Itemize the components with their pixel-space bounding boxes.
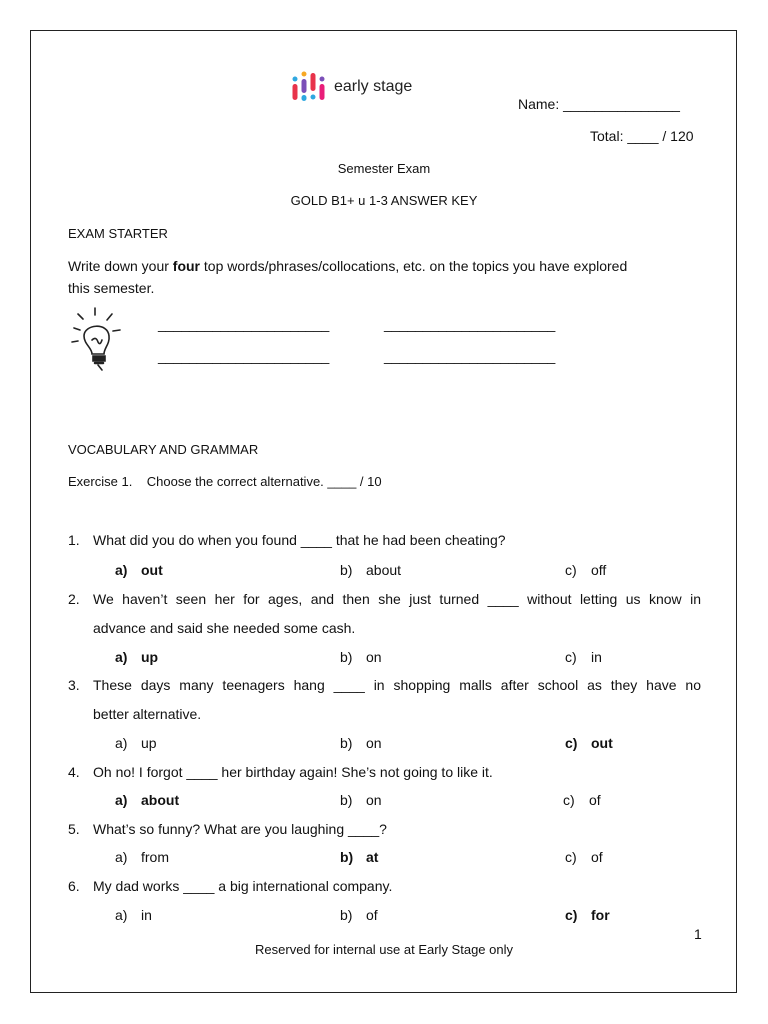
option-a[interactable] bbox=[115, 735, 157, 751]
total-score: Total: ____ / 120 bbox=[590, 128, 694, 144]
option-text: on bbox=[366, 792, 382, 808]
option-label: b) bbox=[340, 907, 353, 923]
option-text: off bbox=[591, 562, 607, 578]
option-label: b) bbox=[340, 735, 353, 751]
option-text: for bbox=[591, 907, 610, 923]
early-stage-logo bbox=[290, 70, 412, 104]
question-number: 5. bbox=[68, 821, 80, 837]
option-label: c) bbox=[563, 792, 575, 808]
starter-instruction-line2: this semester. bbox=[68, 280, 155, 296]
blank-2[interactable]: ______________________ bbox=[384, 316, 556, 332]
option-label: b) bbox=[340, 792, 353, 808]
option-c[interactable] bbox=[565, 562, 606, 578]
instr-pre: Write down your bbox=[68, 258, 173, 274]
option-text: of bbox=[366, 907, 378, 923]
option-text: about bbox=[141, 792, 180, 808]
question-text-cont: advance and said she needed some cash. bbox=[93, 620, 356, 636]
option-text: in bbox=[141, 907, 152, 923]
option-a[interactable] bbox=[115, 649, 158, 665]
option-c[interactable] bbox=[565, 849, 603, 865]
option-a[interactable] bbox=[115, 849, 169, 865]
option-c[interactable] bbox=[565, 735, 613, 751]
question-text: What’s so funny? What are you laughing ____? bbox=[93, 821, 387, 837]
logo-text: early stage bbox=[334, 78, 413, 95]
option-text: about bbox=[366, 562, 402, 578]
option-label: a) bbox=[115, 849, 128, 865]
question-number: 4. bbox=[68, 764, 80, 780]
option-text: on bbox=[366, 735, 382, 751]
option-label: c) bbox=[565, 907, 578, 923]
option-label: c) bbox=[565, 562, 577, 578]
logo-icon bbox=[290, 70, 326, 104]
option-label: b) bbox=[340, 562, 353, 578]
option-a[interactable] bbox=[115, 562, 163, 578]
exam-title: Semester Exam bbox=[337, 161, 431, 176]
option-label: a) bbox=[115, 907, 128, 923]
option-b[interactable] bbox=[340, 849, 378, 865]
name-field: Name: _______________ bbox=[518, 96, 680, 112]
question-text: Oh no! I forgot ____ her birthday again! She’s not going to like it. bbox=[93, 764, 493, 780]
option-label: a) bbox=[115, 562, 128, 578]
option-label: a) bbox=[115, 649, 128, 665]
option-text: up bbox=[141, 735, 157, 751]
question-text: These days many teenagers hang ____ in shopping malls after school as they have no bbox=[93, 677, 701, 693]
option-b[interactable] bbox=[340, 907, 378, 923]
question-number: 2. bbox=[68, 591, 80, 607]
exercise-heading: Exercise 1. Choose the correct alternative. ____ / 10 bbox=[68, 474, 382, 489]
question-text-cont: better alternative. bbox=[93, 706, 202, 722]
option-text: from bbox=[141, 849, 169, 865]
option-text: at bbox=[366, 849, 379, 865]
exam-subtitle: GOLD B1+ u 1-3 ANSWER KEY bbox=[290, 193, 478, 208]
option-text: up bbox=[141, 649, 159, 665]
instr-bold: four bbox=[172, 258, 200, 274]
question-text: What did you do when you found ____ that he had been cheating? bbox=[93, 532, 506, 548]
option-b[interactable] bbox=[340, 562, 401, 578]
option-a[interactable] bbox=[115, 792, 179, 808]
option-text: out bbox=[591, 735, 613, 751]
option-text: in bbox=[591, 649, 602, 665]
option-c[interactable] bbox=[563, 792, 601, 808]
question-number: 3. bbox=[68, 677, 80, 693]
option-b[interactable] bbox=[340, 735, 382, 751]
blank-3[interactable]: ______________________ bbox=[158, 348, 330, 364]
footer-note: Reserved for internal use at Early Stage only bbox=[255, 942, 513, 957]
option-label: c) bbox=[565, 649, 577, 665]
question-text: My dad works ____ a big international company. bbox=[93, 878, 393, 894]
option-label: c) bbox=[565, 735, 578, 751]
blank-1[interactable]: ______________________ bbox=[158, 316, 330, 332]
option-text: of bbox=[589, 792, 601, 808]
starter-instruction bbox=[68, 258, 627, 274]
option-text: on bbox=[366, 649, 382, 665]
option-label: a) bbox=[115, 735, 128, 751]
page-number: 1 bbox=[694, 926, 702, 942]
option-label: a) bbox=[115, 792, 128, 808]
option-label: b) bbox=[340, 649, 353, 665]
option-b[interactable] bbox=[340, 792, 382, 808]
option-b[interactable] bbox=[340, 649, 382, 665]
question-number: 1. bbox=[68, 532, 80, 548]
question-number: 6. bbox=[68, 878, 80, 894]
question-text: We haven’t seen her for ages, and then she just turned ____ without letting us know in bbox=[93, 591, 701, 607]
instr-post: top words/phrases/collocations, etc. on the topics you have explored bbox=[200, 258, 628, 274]
section-heading-vocab: VOCABULARY AND GRAMMAR bbox=[68, 442, 259, 457]
lightbulb-icon bbox=[68, 306, 130, 376]
option-c[interactable] bbox=[565, 649, 602, 665]
option-a[interactable] bbox=[115, 907, 152, 923]
option-label: c) bbox=[565, 849, 577, 865]
section-heading-starter: EXAM STARTER bbox=[68, 226, 168, 241]
option-label: b) bbox=[340, 849, 354, 865]
blank-4[interactable]: ______________________ bbox=[384, 348, 556, 364]
option-text: out bbox=[141, 562, 163, 578]
option-c[interactable] bbox=[565, 907, 610, 923]
option-text: of bbox=[591, 849, 603, 865]
